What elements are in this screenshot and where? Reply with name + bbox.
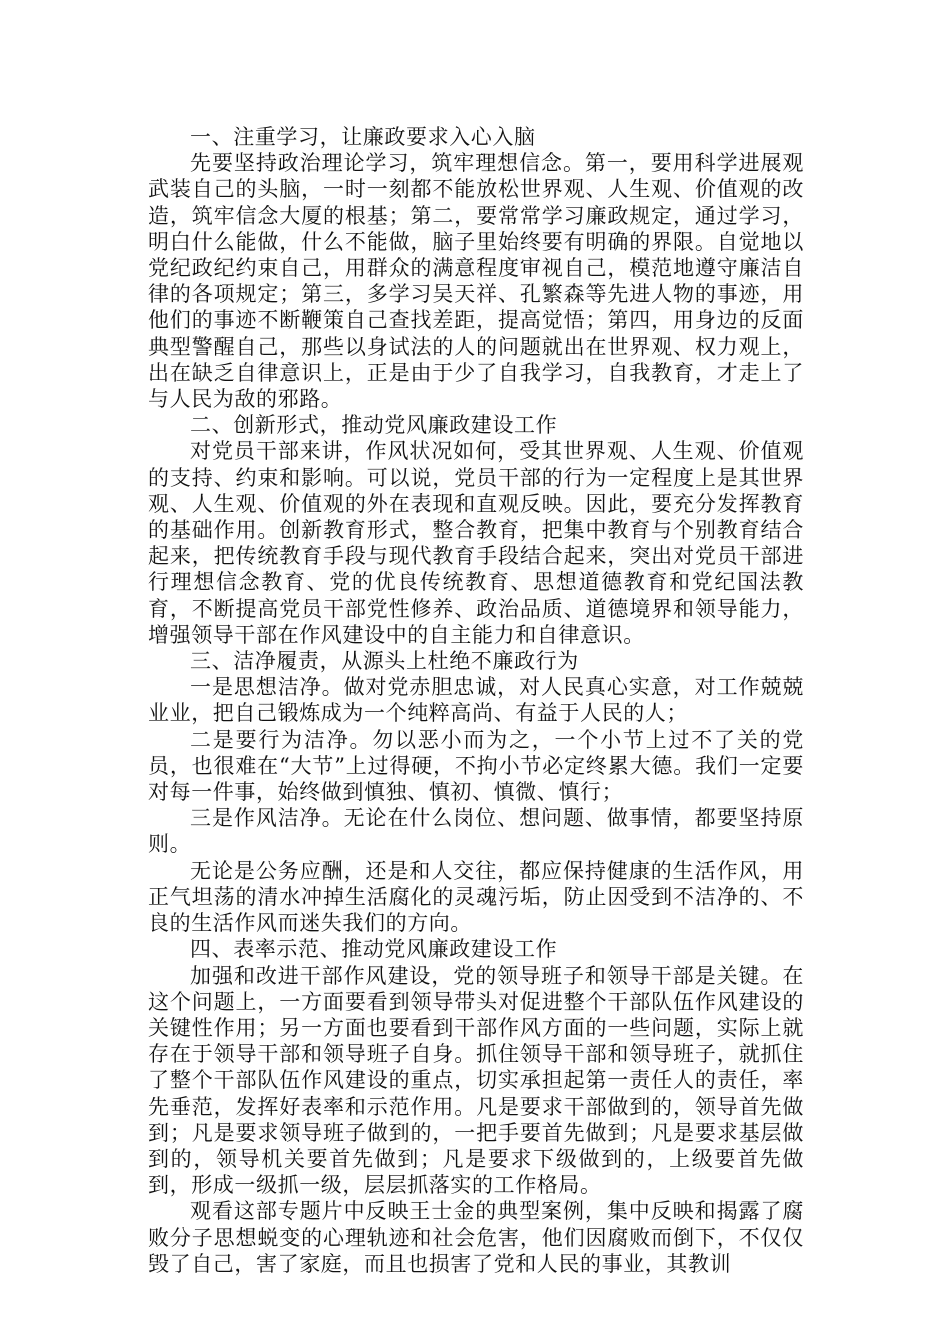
paragraph: 对党员干部来讲，作风状况如何，受其世界观、人生观、价值观的支持、约束和影响。可以说，党员干部的行为一定程度上是其世界观、人生观、价值观的外在表现和直观反映。因此，要充分发挥教育的基础作用。创新教育形式，整合教育，把集中教育与个别教育结合起来，把传统教育手段与现代教育手段结合起来，突出对党员干部进行理想信念教育、党的优良传统教育、思想道德教育和党纪国法教育，不断提高党员干部党性修养、政治品质、道德境界和领导能力，增强领导干部在作风建设中的自主能力和自律意识。 [148, 439, 804, 647]
paragraph: 无论是公务应酬，还是和人交往，都应保持健康的生活作风，用正气坦荡的清水冲掉生活腐化的灵魂污垢，防止因受到不洁净的、不良的生活作风而迷失我们的方向。 [148, 858, 804, 936]
paragraph: 二是要行为洁净。勿以恶小而为之，一个小节上过不了关的党员，也很难在“大节”上过得硬，不拘小节必定终累大德。我们一定要对每一件事，始终做到慎独、慎初、慎微、慎行； [148, 727, 804, 805]
paragraph: 一是思想洁净。做对党赤胆忠诚，对人民真心实意，对工作兢兢业业，把自己锻炼成为一个纯粹高尚、有益于人民的人； [148, 675, 804, 726]
paragraph: 观看这部专题片中反映王士金的典型案例，集中反映和揭露了腐败分子思想蜕变的心理轨迹和社会危害，他们因腐败而倒下，不仅仅毁了自己，害了家庭，而且也损害了党和人民的事业，其教训 [148, 1199, 804, 1276]
paragraph: 先要坚持政治理论学习，筑牢理想信念。第一，要用科学进展观武装自己的头脑，一时一刻都不能放松世界观、人生观、价值观的改造，筑牢信念大厦的根基；第二，要常常学习廉政规定，通过学习，明白什么能做，什么不能做，脑子里始终要有明确的界限。自觉地以党纪政纪约束自己，用群众的满意程度审视自己，模范地遵守廉洁自律的各项规定；第三，多学习吴天祥、孔繁森等先进人物的事迹，用他们的事迹不断鞭策自己查找差距，提高觉悟；第四，用身边的反面典型警醒自己，那些以身试法的人的问题就出在世界观、权力观上，出在缺乏自律意识上，正是由于少了自我学习，自我教育，才走上了与人民为敌的邪路。 [148, 151, 804, 412]
section-heading-1: 一、注重学习，让廉政要求入心入脑 [190, 125, 536, 149]
paragraph: 三是作风洁净。无论在什么岗位、想问题、做事情，都要坚持原则。 [148, 806, 804, 857]
section-heading-2: 二、创新形式，推动党风廉政建设工作 [190, 413, 558, 438]
paragraph: 加强和改进干部作风建设，党的领导班子和领导干部是关键。在这个问题上，一方面要看到领导带头对促进整个干部队伍作风建设的关键性作用；另一方面也要看到干部作风方面的一些问题，实际上就存在于领导干部和领导班子自身。抓住领导干部和领导班子，就抓住了整个干部队伍作风建设的重点，切实承担起第一责任人的责任，率先垂范，发挥好表率和示范作用。凡是要求干部做到的，领导首先做到；凡是要求领导班子做到的，一把手要首先做到；凡是要求基层做到的，领导机关要首先做到；凡是要求下级做到的，上级要首先做到，形成一级抓一级，层层抓落实的工作格局。 [148, 963, 804, 1198]
section-heading-3: 三、洁净履责，从源头上杜绝不廉政行为 [190, 649, 579, 674]
section-heading-4: 四、表率示范、推动党风廉政建设工作 [190, 937, 558, 962]
document-page [148, 124, 804, 1277]
